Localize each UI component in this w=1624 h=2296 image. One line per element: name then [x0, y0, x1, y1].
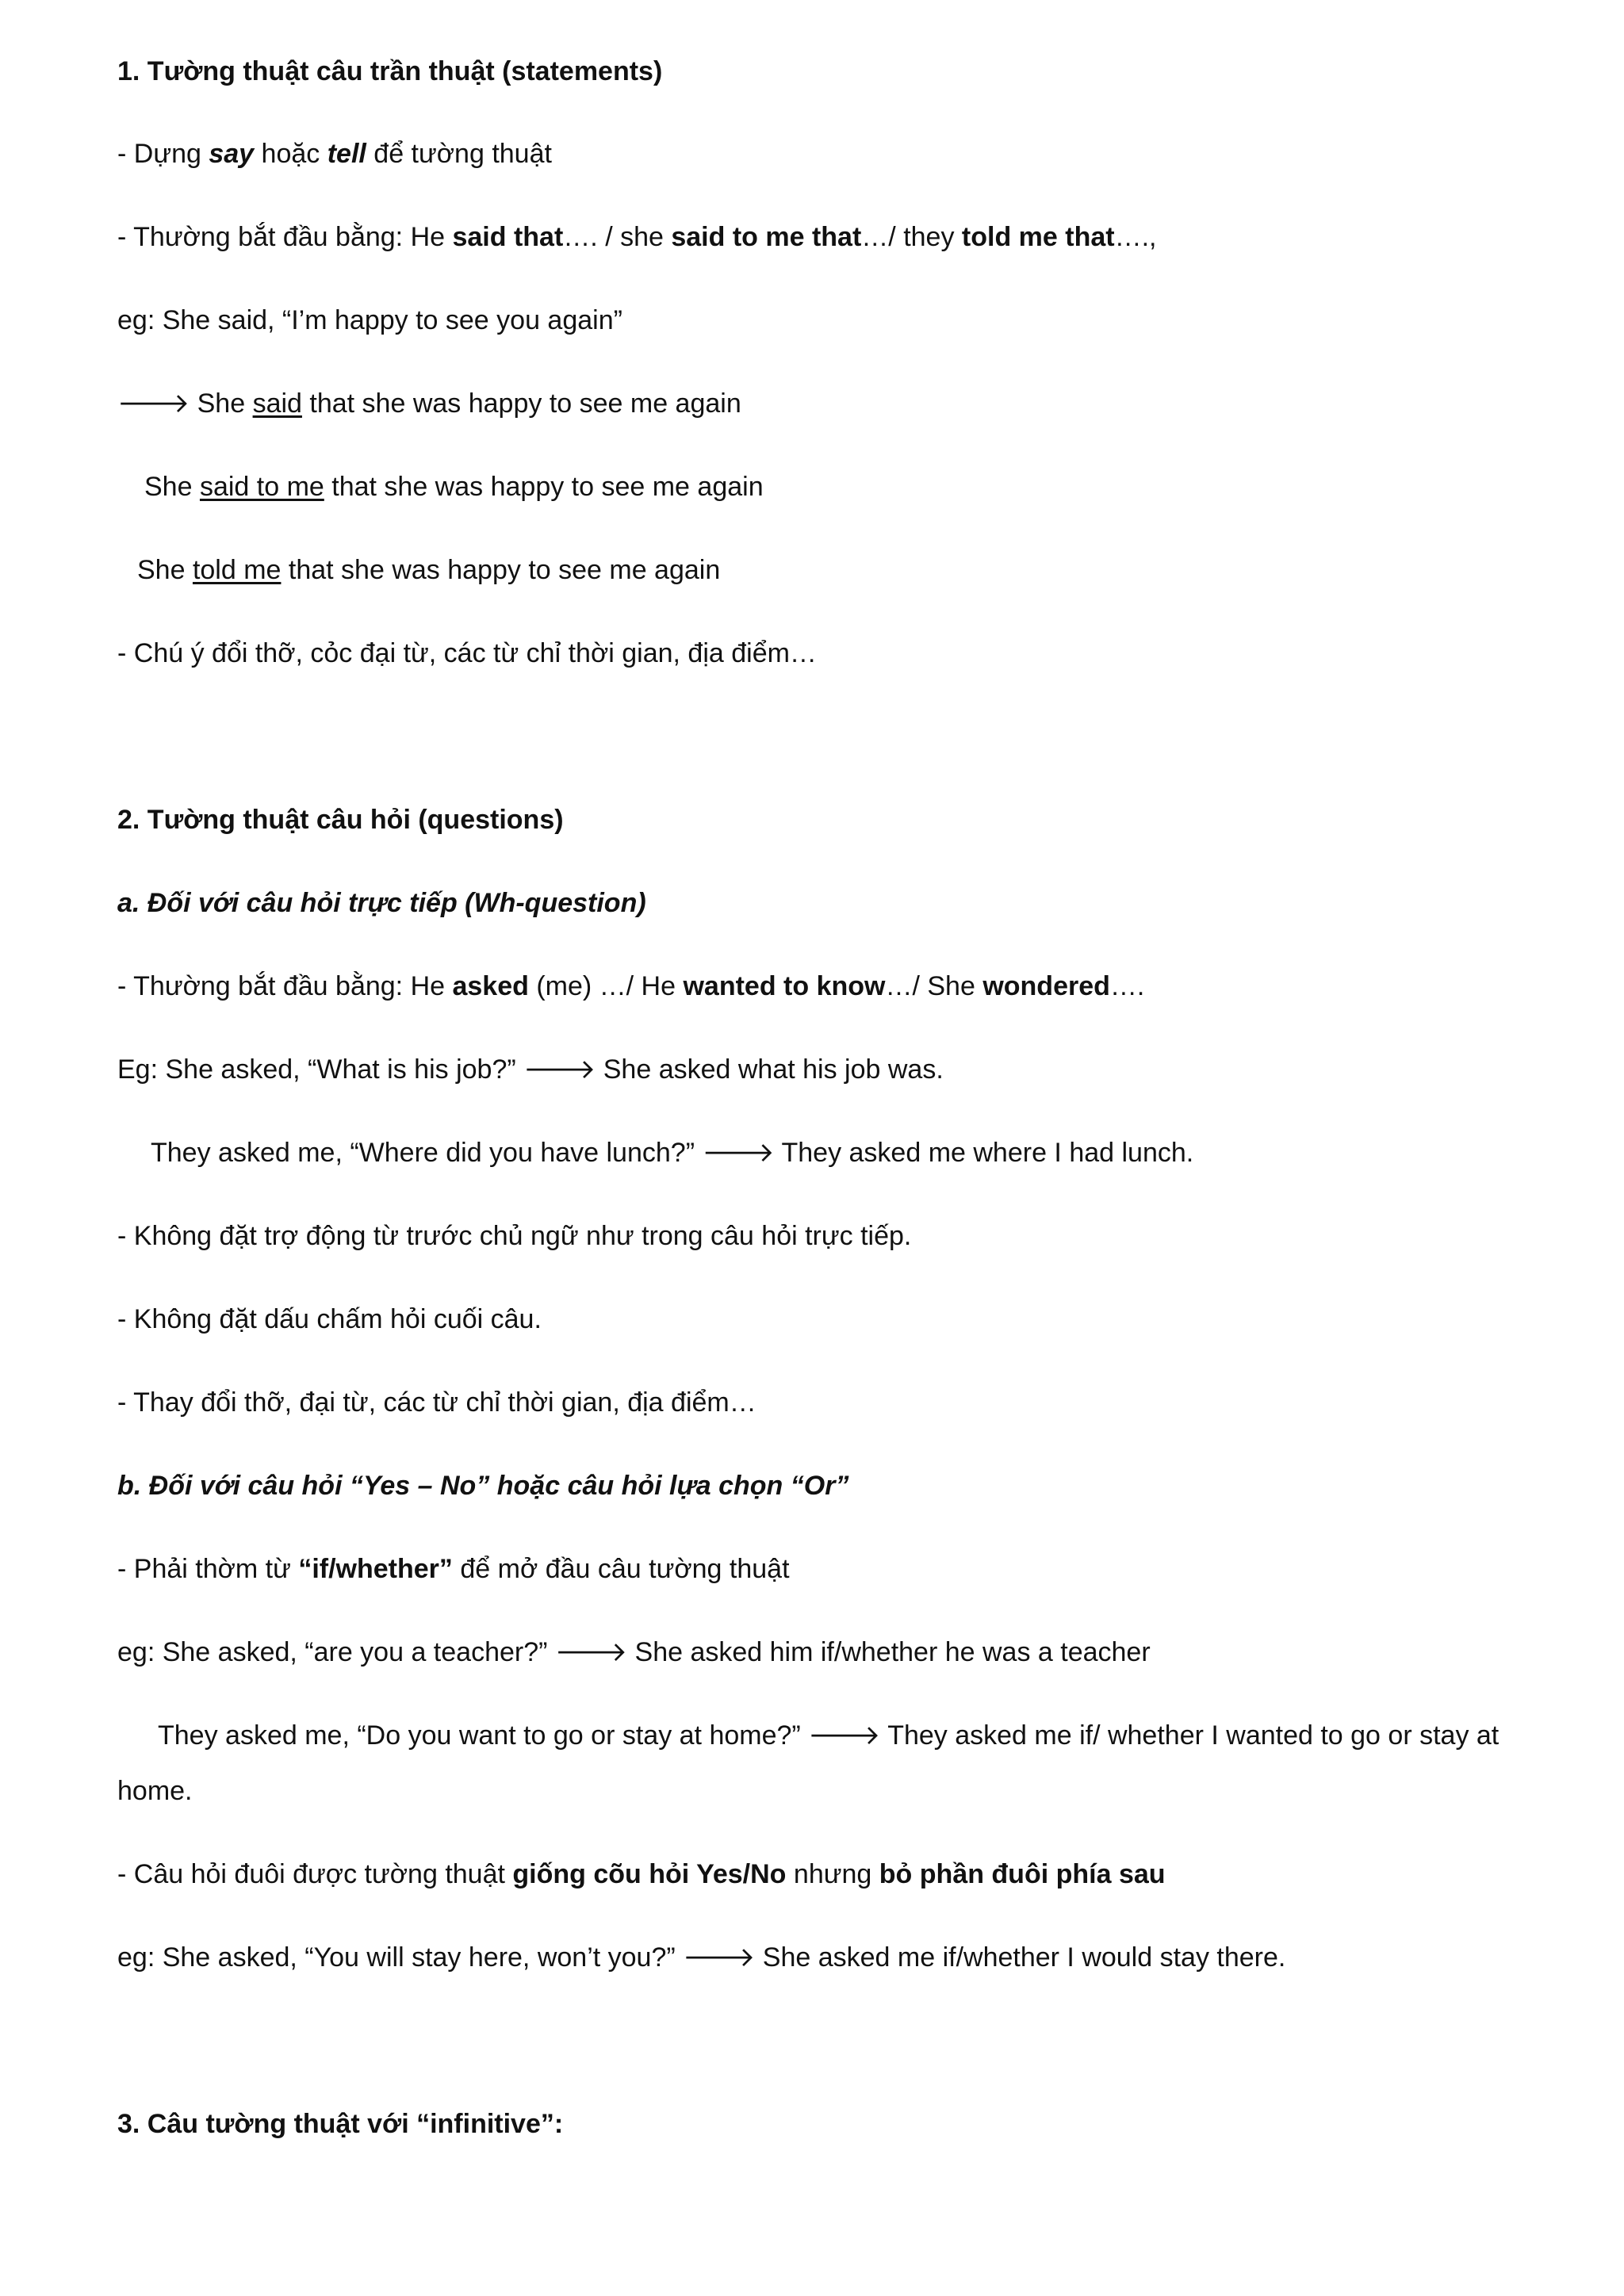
s1-example-said-to-me: She said to me that she was happy to see me again: [144, 472, 764, 502]
arrow-right-icon: 🡒: [683, 1942, 756, 1973]
s2a-example-lunch: They asked me, “Where did you have lunch?” 🡒 They asked me where I had lunch.: [151, 1137, 1194, 1169]
arrow-right-icon: 🡒: [523, 1054, 596, 1085]
s1-example: eg: She said, “I’m happy to see you again”: [117, 305, 622, 335]
s2a-rule-1: - Không đặt trợ động từ trước chủ ngữ như trong câu hỏi trực tiếp.: [117, 1221, 912, 1251]
s2a-example-job: Eg: She asked, “What is his job?” 🡒 She asked what his job was.: [117, 1054, 944, 1085]
s2a-rule-2: - Không đặt dấu chấm hỏi cuối câu.: [117, 1304, 542, 1334]
s2b-example-home-cont: home.: [117, 1776, 193, 1806]
section-3-heading: 3. Câu tường thuật với “infinitive”:: [117, 2109, 564, 2139]
section-1-heading: 1. Tường thuật câu trần thuật (statements): [117, 56, 663, 86]
arrow-right-icon: 🡒: [808, 1720, 881, 1751]
s1-line-say-tell: - Dựng say hoặc tell để tường thuật: [117, 139, 552, 169]
arrow-right-icon: 🡒: [117, 388, 190, 419]
s2b-rule-if-whether: - Phải thờm từ “if/whether” để mở đầu câu tường thuật: [117, 1554, 790, 1584]
s2b-example-teacher: eg: She asked, “are you a teacher?” 🡒 She asked him if/whether he was a teacher: [117, 1636, 1151, 1668]
s1-line-start: - Thường bắt đầu bằng: He said that…. / she said to me that…/ they told me that….,: [117, 222, 1157, 252]
s2b-example-home: They asked me, “Do you want to go or stay at home?” 🡒 They asked me if/ whether I wanted to go or stay at: [158, 1720, 1500, 1751]
s1-example-told-me: She told me that she was happy to see me again: [137, 555, 721, 585]
s2b-example-stay: eg: She asked, “You will stay here, won’t you?” 🡒 She asked me if/whether I would stay there.: [117, 1942, 1286, 1973]
section-2-heading: 2. Tường thuật câu hỏi (questions): [117, 805, 564, 835]
arrow-right-icon: 🡒: [554, 1636, 628, 1668]
s2-subheading-b: b. Đối với câu hỏi “Yes – No” hoặc câu hỏi lựa chọn “Or”: [117, 1471, 849, 1501]
s1-note: - Chú ý đổi thỡ, cỏc đại từ, các từ chỉ thời gian, địa điểm…: [117, 638, 817, 668]
s2-subheading-a: a. Đối với câu hỏi trực tiếp (Wh-question): [117, 888, 646, 918]
s2a-rule-3: - Thay đổi thỡ, đại từ, các từ chỉ thời gian, địa điểm…: [117, 1387, 756, 1418]
s2a-line-start: - Thường bắt đầu bằng: He asked (me) …/ He wanted to know…/ She wondered….: [117, 971, 1145, 1001]
s2b-rule-tag-question: - Câu hỏi đuôi được tường thuật giống cõu hỏi Yes/No nhưng bỏ phần đuôi phía sau: [117, 1859, 1166, 1889]
arrow-right-icon: 🡒: [702, 1137, 775, 1169]
s1-example-said: 🡒 She said that she was happy to see me again: [117, 388, 741, 419]
